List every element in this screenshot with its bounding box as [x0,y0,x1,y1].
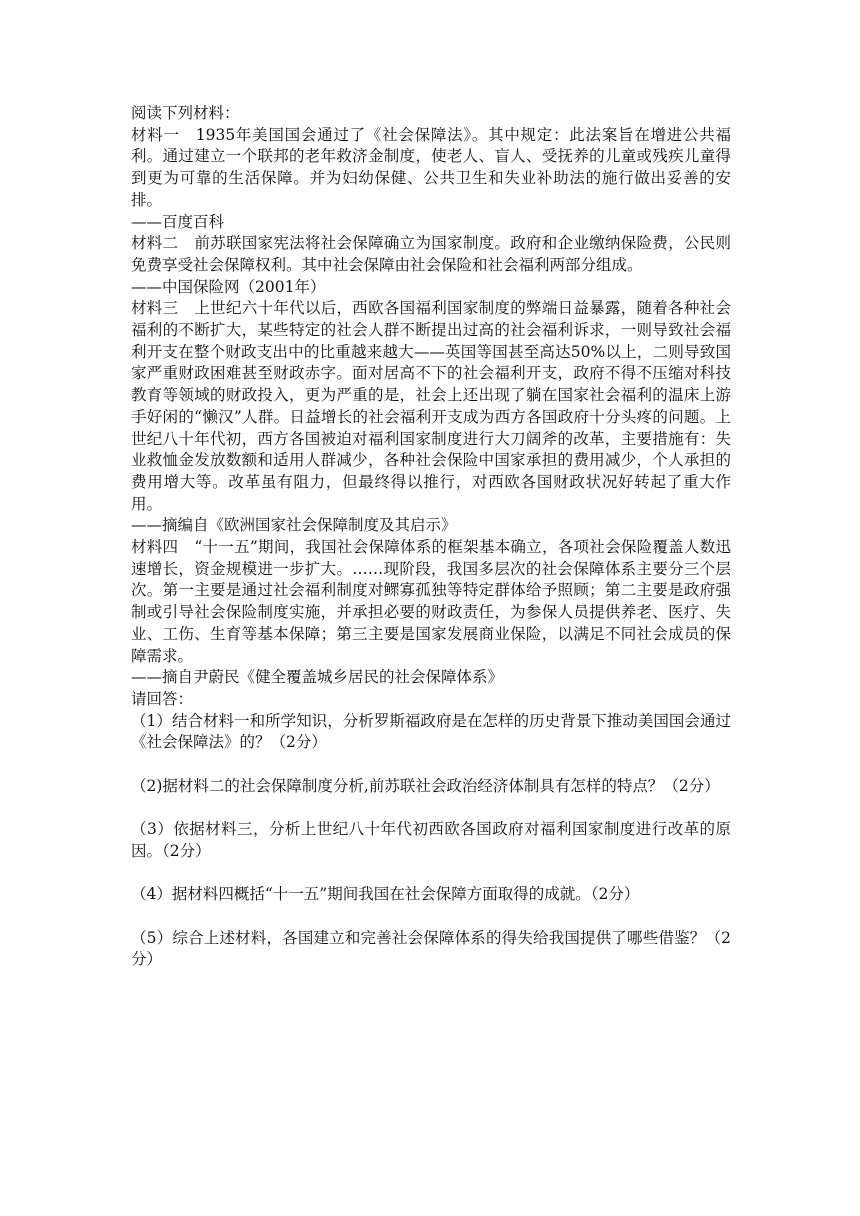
intro-text: 阅读下列材料： [131,104,240,122]
answer-space-2 [131,797,731,819]
material-2-text: 前苏联国家宪法将社会保障确立为国家制度。政府和企业缴纳保险费，公民则免费享受社会保障权利。其中社会保障由社会保险和社会福利两部分组成。 [131,234,731,274]
material-1-label: 材料一 [131,125,180,144]
material-2-source: ——中国保险网（2001年） [131,277,326,296]
answer-space-4 [131,906,731,928]
material-3-text: 上世纪六十年代以后，西欧各国福利国家制度的弊端日益暴露，随着各种社会福利的不断扩大，某些特定的社会人群不断提出过高的社会福利诉求，一则导致社会福利开支在整个财政支出中的比重越来越大——英国等国甚至高达50%以上，二则导致国家严重财政困难甚至财政赤字。面对居高不下的社会福利开支，政府不得不压缩对科技教育等领域的财政投入，更为严重的是，社会上还出现了躺在国家社会福利的温床上游手好闲的“懒汉”人群。日益增长的社会福利开支成为西方各国政府十分头疼的问题。上世纪八十年代初，西方各国被迫对福利国家制度进行大刀阔斧的改革，主要措施有：失业救恤金发放数额和适用人群减少，各种社会保险中国家承担的费用减少，个人承担的费用增大等。改革虽有阻力，但最终得以推行，对西欧各国财政状况好转起了重大作用。 [131,299,731,513]
material-1 [131,125,731,212]
material-4-label: 材料四 [131,538,179,557]
material-4-source: ——摘自尹蔚民《健全覆盖城乡居民的社会保障体系》 [131,668,504,687]
document-page [131,103,731,971]
material-2 [131,233,731,276]
material-1-text: 1935年美国国会通过了《社会保障法》。其中规定：此法案旨在增进公共福利。通过建立一个联邦的老年救济金制度，使老人、盲人、受抚养的儿童或残疾儿童得到更为可靠的生活保障。并为妇幼保健、公共卫生和失业补助法的施行做出妥善的安排。 [131,125,731,209]
answer-space-3 [131,863,731,885]
material-4-text: “十一五”期间，我国社会保障体系的框架基本确立，各项社会保险覆盖人数迅速增长，资金规模进一步扩大。……现阶段，我国多层次的社会保障体系主要分三个层次。第一主要是通过社会福利制度对鳏寡孤独等特定群体给予照顾；第二主要是政府强制或引导社会保险制度实施，并承担必要的财政责任，为参保人员提供养老、医疗、失业、工伤、生育等基本保障；第三主要是国家发展商业保险，以满足不同社会成员的保障需求。 [131,538,731,665]
material-4 [131,537,731,667]
material-3 [131,298,731,515]
material-2-label: 材料二 [131,234,179,253]
material-3-source: ——摘编自《欧洲国家社会保障制度及其启示》 [131,516,457,535]
question-1: （1）结合材料一和所学知识，分析罗斯福政府是在怎样的历史背景下推动美国国会通过《社会保障法》的？（2分） [131,711,731,752]
material-1-source: ——百度百科 [131,212,225,231]
answer-space-1 [131,754,731,776]
question-5: （5）综合上述材料，各国建立和完善社会保障体系的得失给我国提供了哪些借鉴？（2分） [131,928,731,969]
material-3-label: 材料三 [131,299,179,318]
question-3: （3）依据材料三，分析上世纪八十年代初西欧各国政府对福利国家制度进行改革的原因。（2分） [131,820,731,860]
answer-prompt: 请回答： [131,689,194,708]
question-2: （2)据材料二的社会保障制度分析,前苏联社会政治经济体制具有怎样的特点？（2分） [131,776,720,795]
question-4: （4）据材料四概括“十一五”期间我国在社会保障方面取得的成就。（2分） [131,885,640,904]
